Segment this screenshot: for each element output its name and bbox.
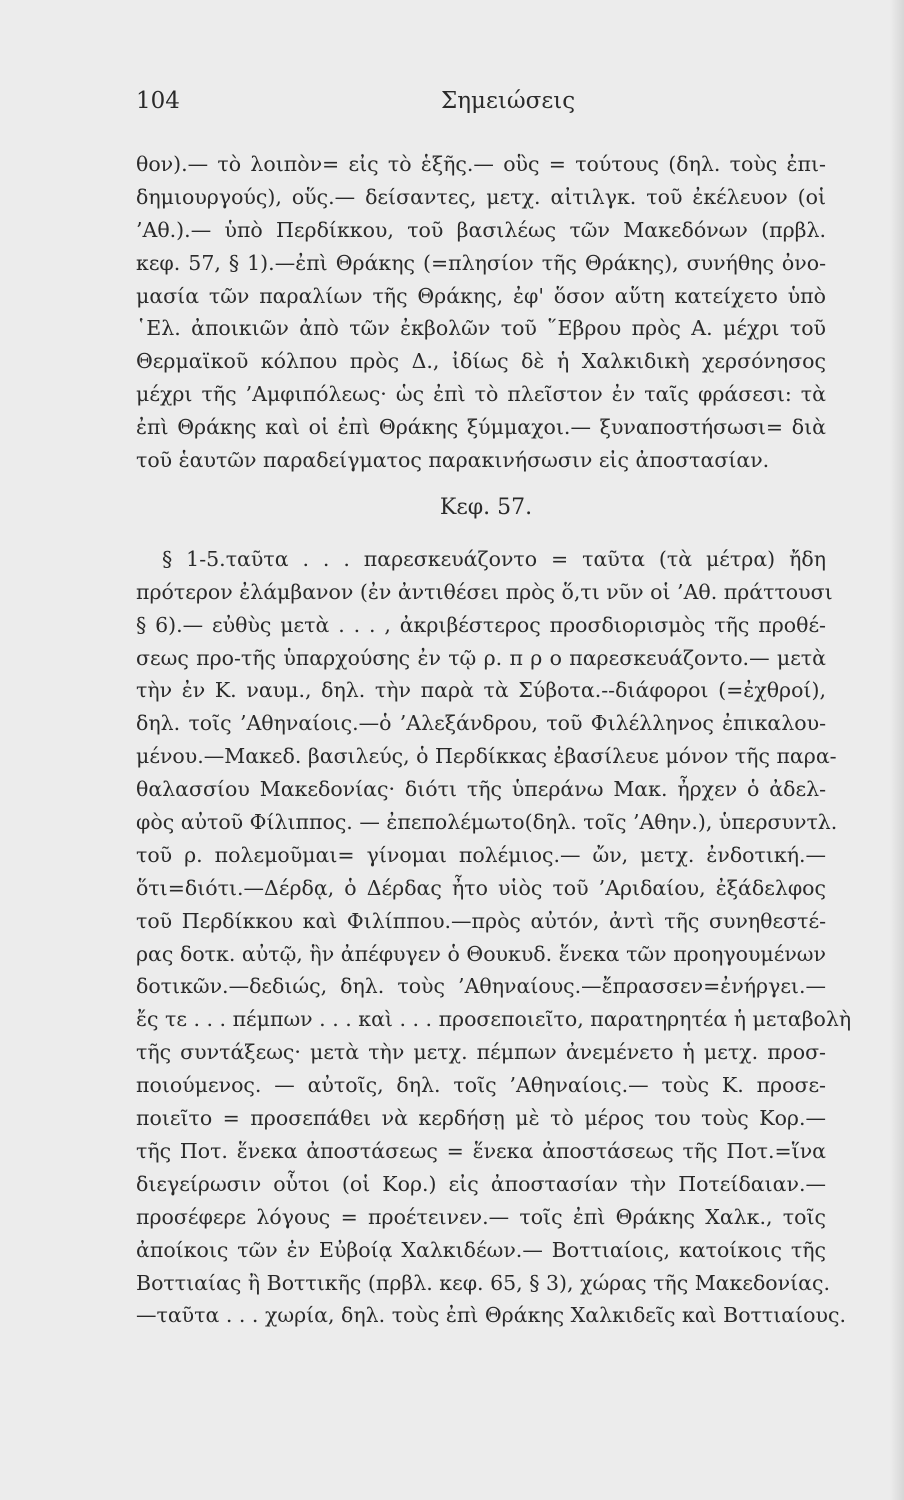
text-line: τῆς συντάξεως· μετὰ τὴν μετχ. πέμπων ἀνεμένετο ἡ μετχ. προσ- xyxy=(136,1040,826,1065)
text-line: θον).— τὸ λοιπὸν= εἰς τὸ ἑξῆς.— οὓς = τούτους (δηλ. τοὺς ἐπι- xyxy=(136,152,826,176)
chapter-heading: Κεφ. 57. xyxy=(439,494,533,520)
text-line: ποιούμενος. — αὐτοῖς, δηλ. τοῖς ’Αθηναίοις.— τοὺς Κ. προσε- xyxy=(136,1073,826,1098)
text-line: ’Αθ.).— ὑπὸ Περδίκκου, τοῦ βασιλέως τῶν Μακεδόνων (πρβλ. xyxy=(136,217,826,242)
text-line: μασία τῶν παραλίων τῆς Θράκης, ἐφ' ὅσον αὕτη κατείχετο ὑπὸ xyxy=(136,283,826,308)
text-line: μέχρι τῆς ’Αμφιπόλεως· ὡς ἐπὶ τὸ πλεῖστον ἐν ταῖς φράσεσι: τὰ xyxy=(136,382,826,407)
text-line: προσέφερε λόγους = προέτεινεν.— τοῖς ἐπὶ Θράκης Χαλκ., τοῖς xyxy=(136,1204,826,1229)
text-line: § 1-5.ταῦτα . . . παρεσκευάζοντο = ταῦτα (τὰ μέτρα) ἤδη xyxy=(162,546,826,571)
text-line: Βοττιαίας ἢ Βοττικῆς (πρβλ. κεφ. 65, § 3), χώρας τῆς Μακεδονίας. xyxy=(136,1270,830,1295)
notes-text xyxy=(136,148,852,1332)
text-line: φὸς αὐτοῦ Φίλιππος. — ἐπεπολέμωτο(δηλ. τοῖς ’Αθην.), ὑπερσυντλ. xyxy=(136,810,838,835)
running-title: Σημειώσεις xyxy=(441,88,576,114)
text-line: κεφ. 57, § 1).—ἐπὶ Θράκης (=πλησίον τῆς Θράκης), συνήθης ὀνο- xyxy=(136,250,826,275)
text-line: τοῦ ἑαυτῶν παραδείγματος παρακινήσωσιν εἰς ἀποστασίαν. xyxy=(136,448,770,473)
text-line: πρότερον ἐλάμβανον (ἐν ἀντιθέσει πρὸς ὅ,τι νῦν οἱ ’Αθ. πράττουσι xyxy=(136,579,833,604)
text-line: ῾Ελ. ἀποικιῶν ἀπὸ τῶν ἐκβολῶν τοῦ ῞Εβρου πρὸς Α. μέχρι τοῦ xyxy=(136,316,826,341)
page-number: 104 xyxy=(136,88,180,114)
text-line: δοτικῶν.—δεδιώς, δηλ. τοὺς ’Αθηναίους.—ἔπρασσεν=ἐνήργει.— xyxy=(136,974,826,999)
text-line: τοῦ Περδίκκου καὶ Φιλίππου.—πρὸς αὐτόν, ἀντὶ τῆς συνηθεστέ- xyxy=(136,908,826,933)
text-line: § 6).— εὐθὺς μετὰ . . . , ἀκριβέστερος προσδιορισμὸς τῆς προθέ- xyxy=(136,612,826,637)
running-head xyxy=(136,88,796,122)
text-line: μένου.—Μακεδ. βασιλεύς, ὁ Περδίκκας ἐβασίλευε μόνον τῆς παρα- xyxy=(136,744,837,769)
text-line: ἐπὶ Θράκης καὶ οἱ ἐπὶ Θράκης ξύμμαχοι.— ξυναποστήσωσι= διὰ xyxy=(136,415,826,440)
text-line: τῆς Ποτ. ἕνεκα ἀποστάσεως = ἕνεκα ἀποστάσεως τῆς Ποτ.=ἵνα xyxy=(136,1138,826,1163)
text-line: ὅτι=διότι.—Δέρδᾳ, ὁ Δέρδας ἦτο υἱὸς τοῦ ’Αριδαίου, ἐξάδελφος xyxy=(136,875,826,900)
text-line: δημιουργούς), οὕς.— δείσαντες, μετχ. αἰτιλγκ. τοῦ ἐκέλευον (οἱ xyxy=(136,184,826,209)
text-line: —ταῦτα . . . χωρία, δηλ. τοὺς ἐπὶ Θράκης Χαλκιδεῖς καὶ Βοττιαίους. xyxy=(136,1303,846,1328)
text-line: διεγείρωσιν οὗτοι (οἱ Κορ.) εἰς ἀποστασίαν τὴν Ποτείδαιαν.— xyxy=(136,1171,826,1196)
text-line: ποιεῖτο = προσεπάθει νὰ κερδήσῃ μὲ τὸ μέρος του τοὺς Κορ.— xyxy=(136,1106,826,1131)
text-line: σεως προ-τῆς ὑπαρχούσης ἐν τῷ ρ. π ρ ο παρεσκευάζοντο.— μετὰ xyxy=(136,645,826,670)
text-line: θαλασσίου Μακεδονίας· διότι τῆς ὑπεράνω Μακ. ἦρχεν ὁ ἀδελ- xyxy=(136,777,826,802)
text-line: τοῦ ρ. πολεμοῦμαι= γίνομαι πολέμιος.— ὤν, μετχ. ἐνδοτική.— xyxy=(136,842,826,867)
text-line: τὴν ἐν Κ. ναυμ., δηλ. τὴν παρὰ τὰ Σύβοτα.--διάφοροι (=ἐχθροί), xyxy=(136,678,826,703)
text-line: ἔς τε . . . πέμπων . . . καὶ . . . προσεποιεῖτο, παρατηρητέα ἡ μεταβολὴ xyxy=(136,1007,852,1032)
page-edge-shadow xyxy=(890,0,904,1500)
text-line: δηλ. τοῖς ’Αθηναίοις.—ὁ ’Αλεξάνδρου, τοῦ Φιλέλληνος ἐπικαλου- xyxy=(136,711,826,736)
text-line: Θερμαϊκοῦ κόλπου πρὸς Δ., ἰδίως δὲ ἡ Χαλκιδικὴ χερσόνησος xyxy=(136,349,826,374)
text-line: ρας δοτκ. αὐτῷ, ἣν ἀπέφυγεν ὁ Θουκυδ. ἕνεκα τῶν προηγουμένων xyxy=(136,941,826,966)
text-line: ἀποίκοις τῶν ἐν Εὐβοίᾳ Χαλκιδέων.— Βοττιαίοις, κατοίκοις τῆς xyxy=(136,1237,826,1262)
